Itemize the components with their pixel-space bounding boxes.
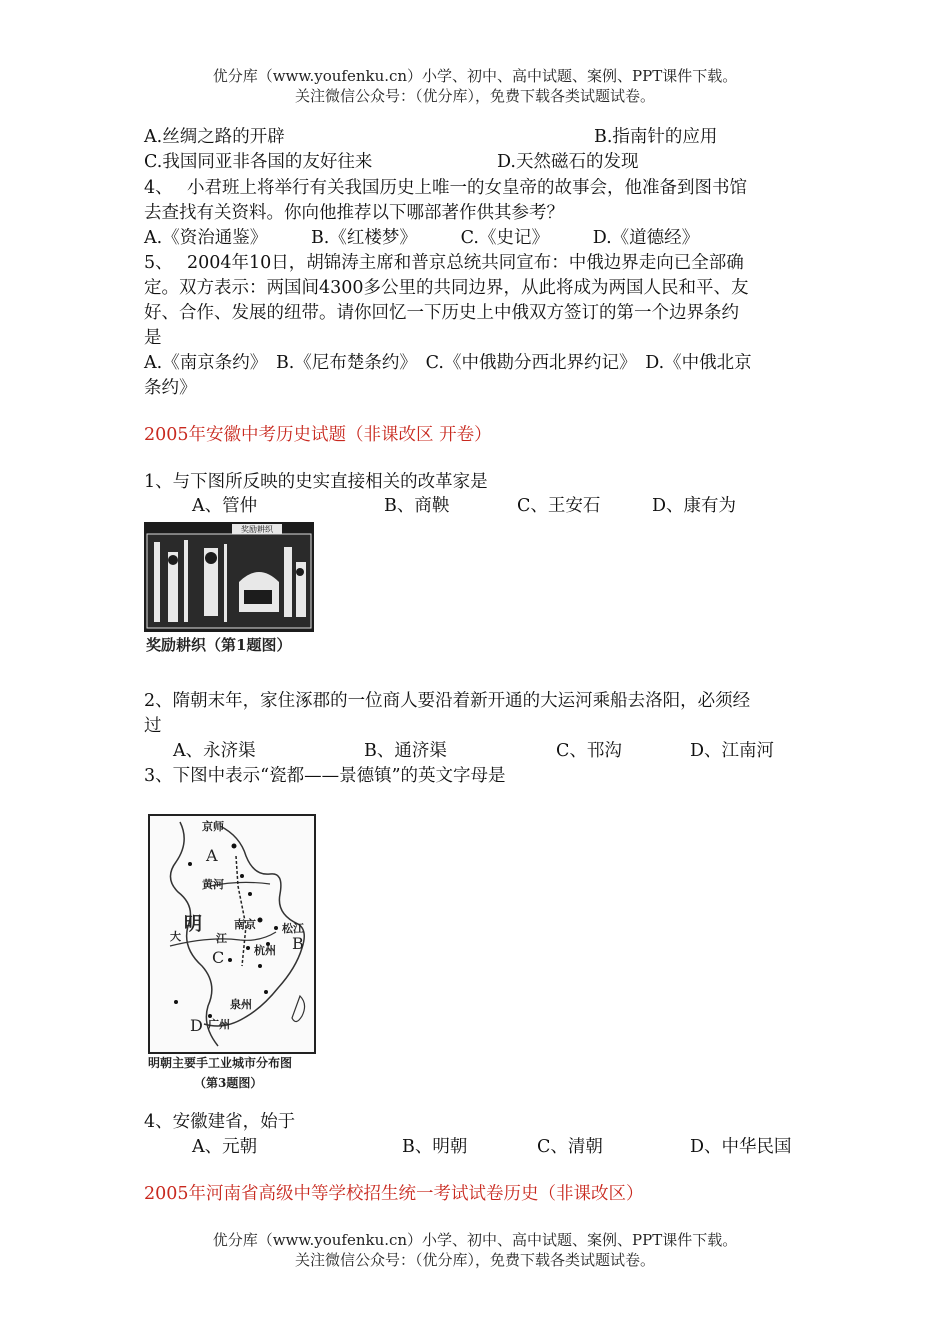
section-title-anhui: 2005年安徽中考历史试题（非课改区 开卷） — [144, 425, 492, 445]
map-label-huanghe: 黄河 — [202, 878, 224, 891]
map-letter-d: D — [190, 1016, 203, 1035]
question-5-options-line-1: A.《南京条约》 B.《尼布楚条约》 C.《中俄勘分西北界约记》 D.《中俄北京 — [144, 353, 752, 373]
map-label-river: 江 — [216, 932, 227, 945]
anhui-q4-option-d: D、中华民国 — [690, 1137, 792, 1157]
figure-3 — [144, 810, 316, 1095]
question-5-line-2: 定。双方表示：两国间4300多公里的共同边界，从此将成为两国人民和平、友 — [144, 278, 749, 298]
header-line-2: 关注微信公众号：（优分库），免费下载各类试题试卷。 — [294, 87, 655, 105]
figure-1-art-title: 奖励耕织 — [241, 525, 273, 534]
question-4-line-1: 4、 小君班上将举行有关我国历史上唯一的女皇帝的故事会，他准备到图书馆 — [144, 178, 747, 198]
map-label-quanzhou: 泉州 — [230, 998, 252, 1011]
anhui-q2-option-a: A、永济渠 — [173, 741, 256, 761]
map-letter-c: C — [212, 948, 225, 967]
question-5-line-3: 好、合作、发展的纽带。请你回忆一下历史上中俄双方签订的第一个边界条约 — [144, 303, 739, 323]
anhui-question-2-line-2: 过 — [144, 716, 162, 736]
anhui-q4-option-a: A、元朝 — [192, 1137, 258, 1157]
question-4-options: A.《资治通鉴》 B.《红楼梦》 C.《史记》 D.《道德经》 — [144, 228, 700, 248]
figure-3-subcaption: （第3题图） — [194, 1076, 263, 1090]
map-letter-b: B — [292, 934, 304, 953]
map-label-songjiang: 松江 — [282, 922, 304, 935]
footer-line-1: 优分库（www.youfenku.cn）小学、初中、高中试题、案例、PPT课件下载。 — [212, 1231, 738, 1249]
question-5-line-1: 5、 2004年10日，胡锦涛主席和普京总统共同宣布：中俄边界走向已全部确 — [144, 253, 744, 273]
anhui-q4-option-b: B、明朝 — [402, 1137, 468, 1157]
anhui-q1-option-c: C、王安石 — [517, 496, 601, 516]
anhui-question-4: 4、安徽建省，始于 — [144, 1112, 296, 1132]
anhui-q2-option-b: B、通济渠 — [364, 741, 447, 761]
anhui-question-2-line-1: 2、隋朝末年，家住涿郡的一位商人要沿着新开通的大运河乘船去洛阳，必须经 — [144, 691, 751, 711]
map-label-da: 大 — [170, 930, 181, 943]
anhui-q1-option-d: D、康有为 — [652, 496, 737, 516]
map-label-nanjing: 南京 — [234, 918, 256, 931]
anhui-q1-option-b: B、商鞅 — [384, 496, 450, 516]
question-5-options-line-2: 条约》 — [144, 378, 197, 398]
option-d: D.天然磁石的发现 — [497, 152, 639, 172]
question-5-line-4: 是 — [144, 328, 162, 348]
option-c: C.我国同亚非各国的友好往来 — [144, 152, 373, 172]
map-label-jingshi: 京师 — [202, 820, 224, 833]
section-title-henan: 2005年河南省高级中等学校招生统一考试试卷历史（非课改区） — [144, 1184, 644, 1204]
anhui-q4-option-c: C、清朝 — [537, 1137, 603, 1157]
figure-1 — [144, 522, 314, 662]
farming-weaving-illustration — [144, 522, 314, 632]
anhui-q2-option-c: C、邗沟 — [556, 741, 622, 761]
option-b: B.指南针的应用 — [594, 127, 718, 147]
header-line-1: 优分库（www.youfenku.cn）小学、初中、高中试题、案例、PPT课件下载。 — [212, 67, 738, 85]
question-4-line-2: 去查找有关资料。你向他推荐以下哪部著作供其参考？ — [144, 203, 564, 223]
anhui-q1-option-a: A、管仲 — [192, 496, 258, 516]
map-label-ming: 明 — [184, 914, 202, 935]
anhui-q2-option-d: D、江南河 — [690, 741, 775, 761]
map-label-hangzhou: 杭州 — [254, 944, 276, 957]
option-a: A.丝绸之路的开辟 — [144, 127, 285, 147]
anhui-question-3: 3、下图中表示“瓷都——景德镇”的英文字母是 — [144, 766, 506, 786]
map-label-guangzhou: 广州 — [208, 1018, 230, 1031]
map-letter-a: A — [206, 846, 218, 865]
figure-3-caption: 明朝主要手工业城市分布图 — [148, 1056, 293, 1070]
footer-line-2: 关注微信公众号：（优分库），免费下载各类试题试卷。 — [294, 1251, 655, 1269]
ming-map — [148, 814, 316, 1054]
anhui-question-1: 1、与下图所反映的史实直接相关的改革家是 — [144, 472, 488, 492]
figure-1-image — [144, 522, 314, 632]
figure-1-caption: 奖励耕织（第1题图） — [146, 636, 292, 654]
